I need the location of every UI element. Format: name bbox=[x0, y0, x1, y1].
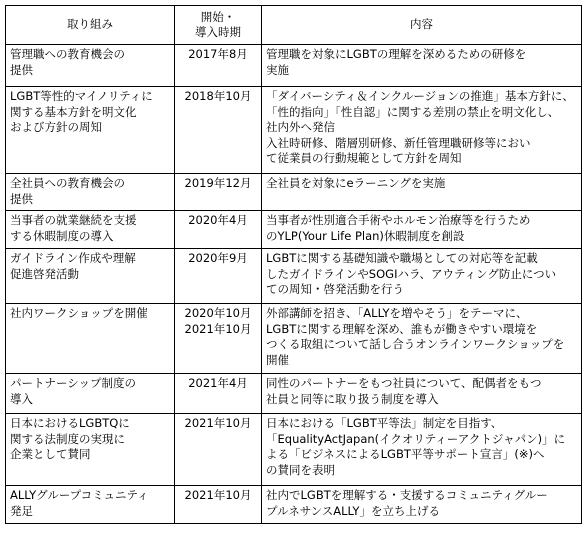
table-row bbox=[6, 211, 582, 249]
header-initiative: 取り組み bbox=[6, 6, 175, 45]
header-row bbox=[6, 6, 582, 45]
table-row bbox=[6, 304, 582, 374]
date-cell: 2020年10月 2021年10月 bbox=[175, 304, 262, 374]
date-cell: 2020年4月 bbox=[175, 211, 262, 249]
table-row bbox=[6, 374, 582, 414]
date-cell: 2021年10月 bbox=[175, 486, 262, 524]
initiative-cell: 当事者の就業継続を支援 する休暇制度の導入 bbox=[6, 211, 175, 249]
date-cell: 2019年12月 bbox=[175, 174, 262, 211]
initiative-cell: 管理職への教育機会の 提供 bbox=[6, 45, 175, 87]
initiative-cell: ガイドライン作成や理解 促進啓発活動 bbox=[6, 249, 175, 304]
content-cell: 「ダイバーシティ＆インクルージョンの推進」基本方針に、 「性的指向」「性自認」に関する差別の禁止を明文化し、 社内外へ発信 入社時研修、階層別研修、新任管理職研修等におい て従業員の行動規範として方針を周知 bbox=[262, 87, 582, 174]
content-cell: 外部講師を招き、「ALLYを増やそう」をテーマに、 LGBTに関する理解を深め、誰もが働きやすい環境を つくる取組について話し合うオンラインワークショップを 開催 bbox=[262, 304, 582, 374]
initiative-cell: 全社員への教育機会の 提供 bbox=[6, 174, 175, 211]
initiative-cell: 社内ワークショップを開催 bbox=[6, 304, 175, 374]
initiative-cell: ALLYグループコミュニティ 発足 bbox=[6, 486, 175, 524]
date-cell: 2018年10月 bbox=[175, 87, 262, 174]
header-content: 内容 bbox=[262, 6, 582, 45]
content-cell: 全社員を対象にeラーニングを実施 bbox=[262, 174, 582, 211]
table-row bbox=[6, 87, 582, 174]
initiatives-table bbox=[5, 5, 582, 524]
date-cell: 2021年10月 bbox=[175, 414, 262, 486]
table-row bbox=[6, 45, 582, 87]
initiative-cell: LGBT等性的マイノリティに 関する基本方針を明文化 および方針の周知 bbox=[6, 87, 175, 174]
header-start-date: 開始・ 導入時期 bbox=[175, 6, 262, 45]
content-cell: 同性のパートナーをもつ社員について、配偶者をもつ 社員と同等に取り扱う制度を導入 bbox=[262, 374, 582, 414]
date-cell: 2020年9月 bbox=[175, 249, 262, 304]
content-cell: LGBTに関する基礎知識や職場としての対応等を記載 したガイドラインやSOGIハラ、アウティング防止につい ての周知・啓発活動を行う bbox=[262, 249, 582, 304]
table-row bbox=[6, 249, 582, 304]
table-row bbox=[6, 486, 582, 524]
table-row bbox=[6, 414, 582, 486]
initiative-cell: 日本におけるLGBTQに 関する法制度の実現に 企業として賛同 bbox=[6, 414, 175, 486]
content-cell: 当事者が性別適合手術やホルモン治療等を行うため のYLP(Your Life Plan)休暇制度を創設 bbox=[262, 211, 582, 249]
content-cell: 管理職を対象にLGBTの理解を深めるための研修を 実施 bbox=[262, 45, 582, 87]
date-cell: 2021年4月 bbox=[175, 374, 262, 414]
content-cell: 社内でLGBTを理解する・支援するコミュニティグルー プルネサンスALLY」を立ち上げる bbox=[262, 486, 582, 524]
date-cell: 2017年8月 bbox=[175, 45, 262, 87]
initiative-cell: パートナーシップ制度の 導入 bbox=[6, 374, 175, 414]
content-cell: 日本における「LGBT平等法」制定を目指す、 「EqualityActJapan(イクオリティーアクトジャパン)」に よる「ビジネスによるLGBT平等サポート宣言」(※)へ の賛同を表明 bbox=[262, 414, 582, 486]
table-row bbox=[6, 174, 582, 211]
